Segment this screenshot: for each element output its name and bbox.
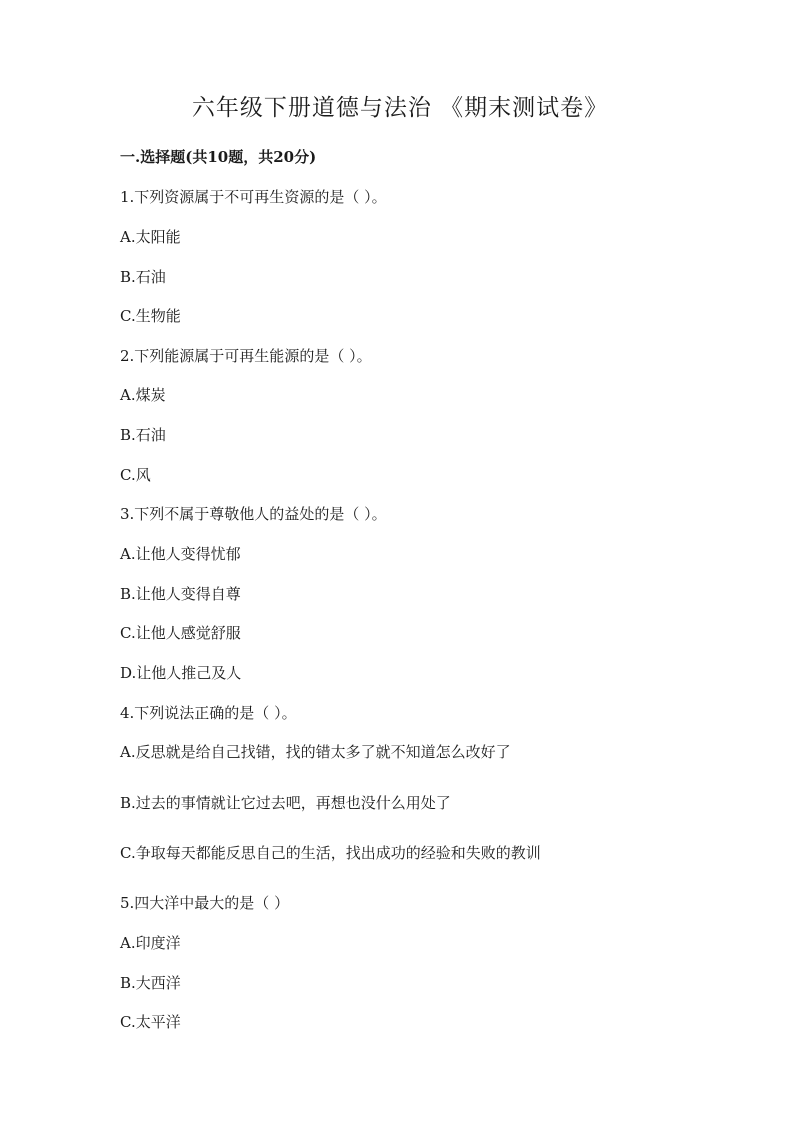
section-heading: 一.选择题(共10题，共20分) [120, 148, 317, 166]
exam-title: 六年级下册道德与法治 《期末测试卷》 [191, 95, 609, 121]
question-4-stem: 4.下列说法正确的是（ ）。 [120, 704, 297, 722]
question-3-stem: 3.下列不属于尊敬他人的益处的是（ ）。 [120, 505, 387, 523]
question-3-option-d: D.让他人推己及人 [120, 664, 242, 682]
question-1-option-a: A.太阳能 [120, 228, 181, 246]
question-3-option-b: B.让他人变得自尊 [120, 585, 241, 603]
question-5-stem: 5.四大洋中最大的是（ ） [120, 894, 290, 912]
question-2-stem: 2.下列能源属于可再生能源的是（ ）。 [120, 347, 372, 365]
question-3-option-a: A.让他人变得忧郁 [120, 545, 241, 563]
question-1-option-c: C.生物能 [120, 307, 181, 325]
question-1-option-b: B.石油 [120, 268, 166, 286]
question-5-option-b: B.大西洋 [120, 974, 181, 992]
question-4-option-a: A.反思就是给自己找错，找的错太多了就不知道怎么改好了 [120, 743, 511, 761]
question-3-option-c: C.让他人感觉舒服 [120, 624, 241, 642]
question-2-option-a: A.煤炭 [120, 386, 166, 404]
question-4-option-b: B.过去的事情就让它过去吧，再想也没什么用处了 [120, 794, 451, 812]
question-5-option-c: C.太平洋 [120, 1013, 181, 1031]
question-1-stem: 1.下列资源属于不可再生资源的是（ ）。 [120, 188, 387, 206]
question-4-option-c: C.争取每天都能反思自己的生活，找出成功的经验和失败的教训 [120, 844, 541, 862]
question-2-option-c: C.风 [120, 466, 151, 484]
question-2-option-b: B.石油 [120, 426, 166, 444]
question-5-option-a: A.印度洋 [120, 934, 181, 952]
